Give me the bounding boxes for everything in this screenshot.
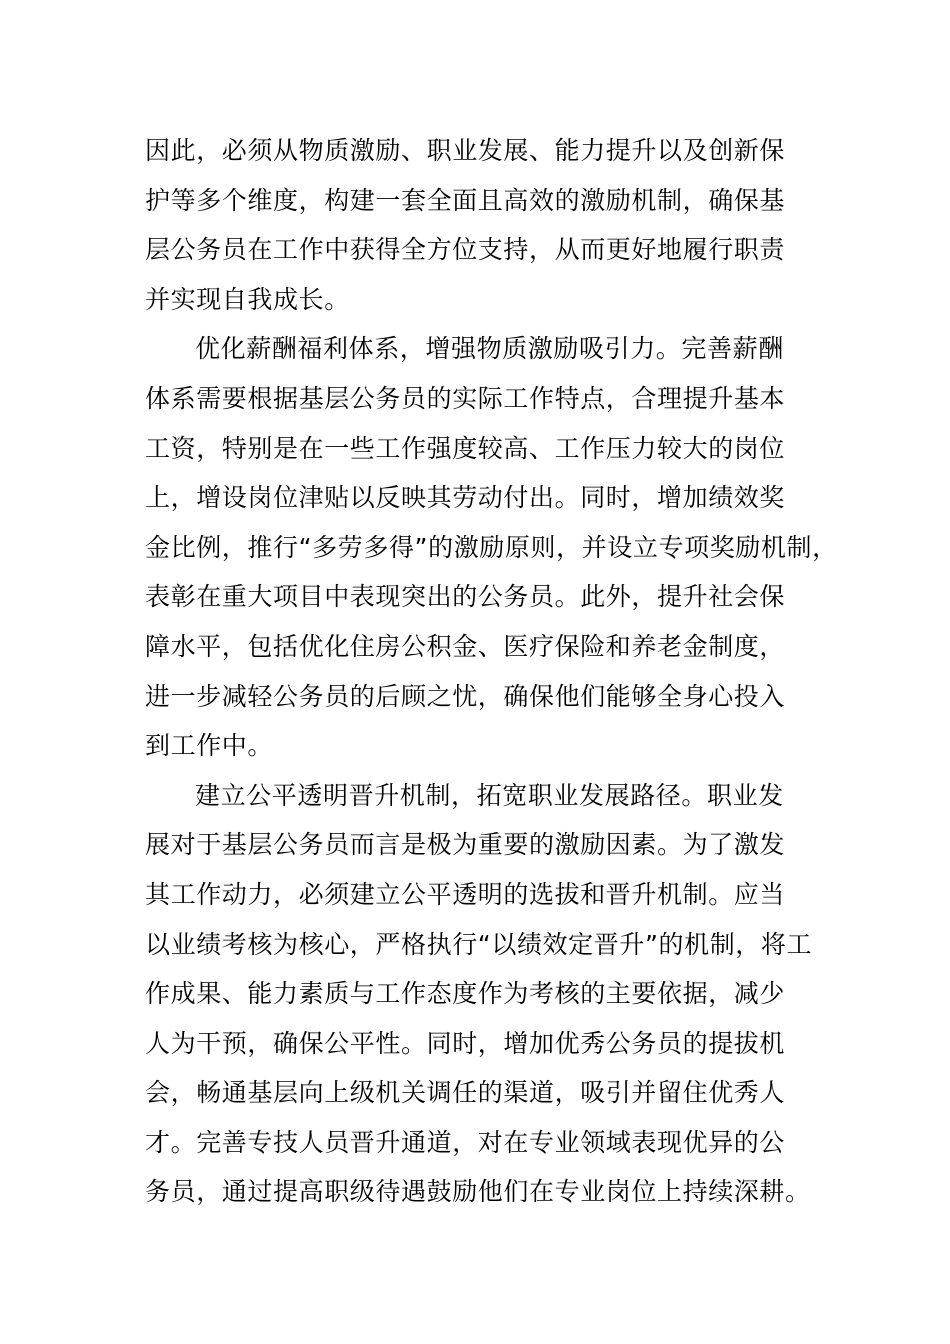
text-line: 障水平，包括优化住房公积金、医疗保险和养老金制度， [145,631,786,661]
text-line: 工资，特别是在一些工作强度较高、工作压力较大的岗位 [145,433,786,463]
text-line: 因此，必须从物质激励、职业发展、能力提升以及创新保 [145,136,786,165]
text-line: 务员，通过提高职级待遇鼓励他们在专业岗位上持续深耕。 [145,1177,811,1207]
paragraph-first-line: 优化薪酬福利体系，增强物质激励吸引力。完善薪酬 [195,334,784,364]
text-line: 层公务员在工作中获得全方位支持，从而更好地履行职责 [145,235,786,265]
text-line: 护等多个维度，构建一套全面且高效的激励机制，确保基 [145,185,786,215]
text-line: 表彰在重大项目中表现突出的公务员。此外，提升社会保 [145,582,786,612]
text-line: 上，增设岗位津贴以反映其劳动付出。同时，增加绩效奖 [145,483,786,513]
text-line: 人为干预，确保公平性。同时，增加优秀公务员的提拔机 [145,1028,786,1058]
text-line: 并实现自我成长。 [145,284,350,314]
text-line: 以业绩考核为核心，严格执行“以绩效定晋升”的机制，将工 [145,929,813,959]
body-text [145,126,838,1217]
text-line: 其工作动力，必须建立公平透明的选拔和晋升机制。应当 [145,879,786,909]
text-line: 作成果、能力素质与工作态度作为考核的主要依据，减少 [145,979,786,1009]
text-line: 到工作中。 [145,731,274,761]
text-line: 体系需要根据基层公务员的实际工作特点，合理提升基本 [145,383,786,413]
paragraph-first-line: 建立公平透明晋升机制，拓宽职业发展路径。职业发 [195,780,784,810]
text-line: 进一步减轻公务员的后顾之忧，确保他们能够全身心投入 [145,681,786,711]
text-line: 展对于基层公务员而言是极为重要的激励因素。为了激发 [145,830,786,860]
text-line: 才。完善专技人员晋升通道，对在专业领域表现优异的公 [145,1127,786,1157]
text-line: 会，畅通基层向上级机关调任的渠道，吸引并留住优秀人 [145,1078,786,1108]
text-line: 金比例，推行“多劳多得”的激励原则，并设立专项奖励机制， [145,532,838,562]
